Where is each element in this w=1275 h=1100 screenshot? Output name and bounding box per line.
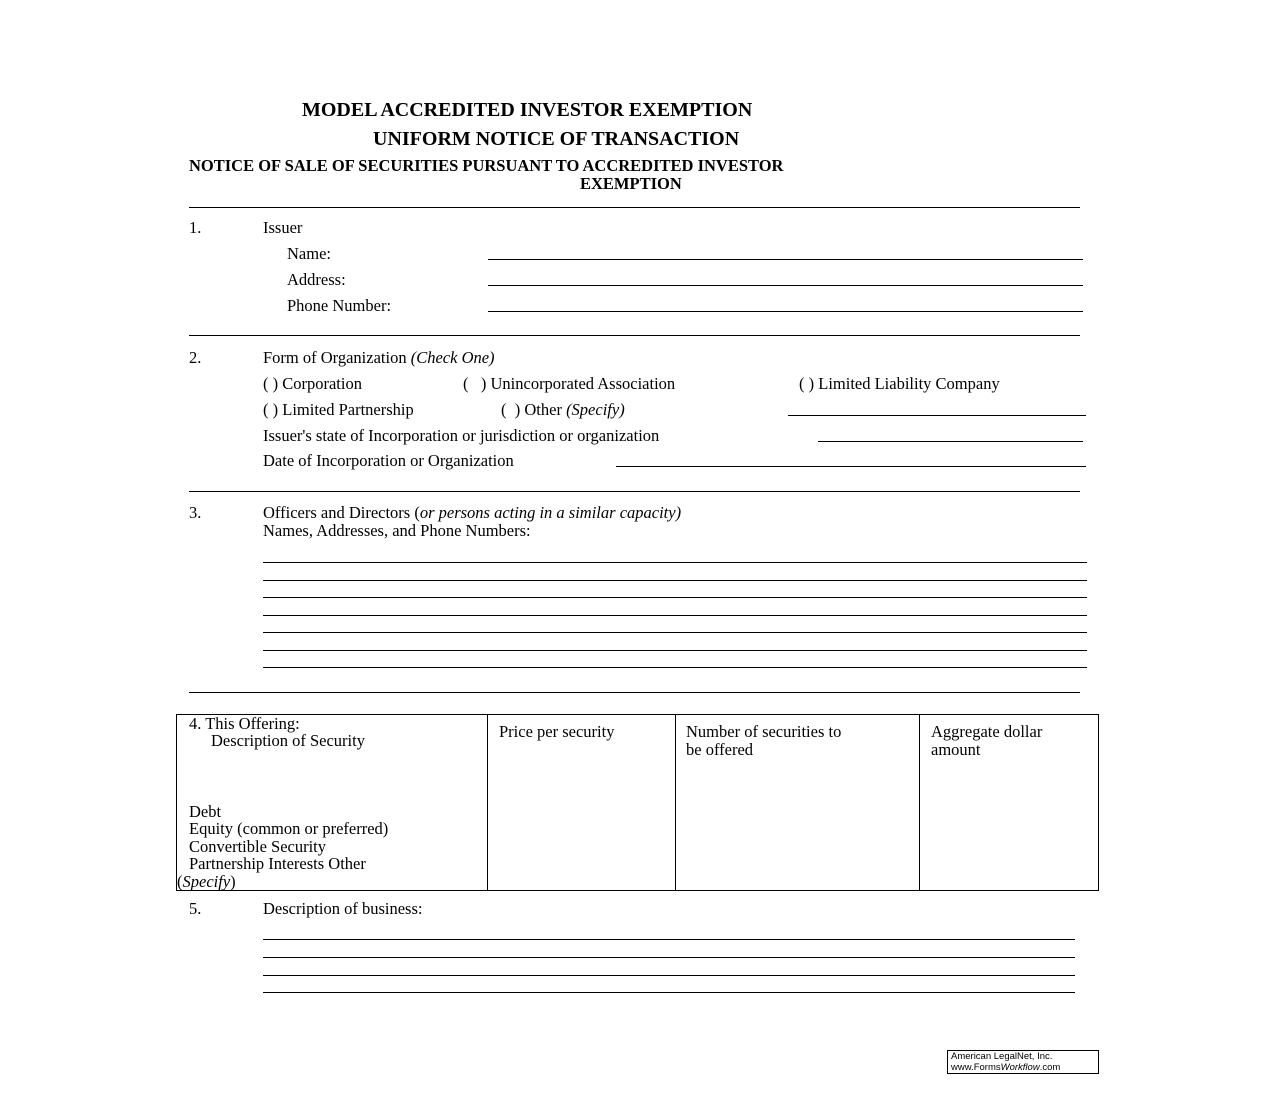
issuer-phone-label: Phone Number: <box>287 296 392 315</box>
issuer-phone-field[interactable] <box>488 311 1083 312</box>
specify-open: ( <box>177 872 183 891</box>
number-of-securities-header-line1: Number of securities to <box>686 722 842 741</box>
business-line-1[interactable] <box>263 939 1075 940</box>
section5-number: 5. <box>189 899 202 918</box>
specify-text: Specify <box>182 872 231 891</box>
security-type-debt: Debt <box>189 802 222 821</box>
option-corporation[interactable]: ( ) Corporation <box>263 374 362 393</box>
section3-divider <box>189 692 1080 693</box>
offering-table <box>176 714 1099 891</box>
section2-heading <box>263 348 495 368</box>
issuer-name-field[interactable] <box>488 259 1083 260</box>
section1-divider <box>189 335 1080 336</box>
aggregate-dollar-header-line2: amount <box>931 740 981 759</box>
business-line-4[interactable] <box>263 992 1075 993</box>
officers-line-3[interactable] <box>263 597 1087 598</box>
section5-heading: Description of business: <box>263 899 423 918</box>
business-line-2[interactable] <box>263 957 1075 958</box>
option-other-note: (Specify) <box>566 400 625 419</box>
security-type-convertible: Convertible Security <box>189 837 327 856</box>
state-of-incorporation-field[interactable] <box>818 441 1083 442</box>
section2-heading-text: Form of Organization <box>263 348 407 367</box>
option-limited-partnership[interactable]: ( ) Limited Partnership <box>263 400 414 419</box>
option-unincorporated-association[interactable]: ( ) Unincorporated Association <box>463 374 676 393</box>
number-of-securities-header-line2: be offered <box>686 740 754 759</box>
header-divider <box>189 207 1080 208</box>
security-type-specify <box>177 873 236 891</box>
specify-close: ) <box>230 872 236 891</box>
issuer-address-field[interactable] <box>488 285 1083 286</box>
section3-number: 3. <box>189 503 202 522</box>
publisher-name: American LegalNet, Inc. <box>951 1051 1053 1062</box>
date-of-incorporation-field[interactable] <box>616 466 1086 467</box>
publisher-footer <box>947 1050 1099 1074</box>
officers-line-1[interactable] <box>263 562 1087 563</box>
publisher-url-italic: Workflow <box>1000 1061 1040 1073</box>
description-of-security-cell[interactable] <box>177 715 488 891</box>
option-other[interactable] <box>501 400 625 420</box>
aggregate-dollar-amount-cell[interactable] <box>920 715 1099 891</box>
publisher-url-post: .com <box>1039 1061 1061 1073</box>
option-other-label: ( ) Other <box>501 400 562 419</box>
offering-heading: 4. This Offering: <box>189 714 300 733</box>
description-of-security-label: Description of Security <box>211 731 365 750</box>
section2-heading-note: (Check One) <box>410 348 495 367</box>
section1-heading: Issuer <box>263 218 303 237</box>
option-llc[interactable]: ( ) Limited Liability Company <box>799 374 1000 393</box>
date-of-incorporation-label: Date of Incorporation or Organization <box>263 451 514 470</box>
price-per-security-cell[interactable] <box>488 715 676 891</box>
form-title-line2: UNIFORM NOTICE OF TRANSACTION <box>373 128 740 150</box>
form-title-line1: MODEL ACCREDITED INVESTOR EXEMPTION <box>302 99 753 121</box>
security-type-partnership: Partnership Interests Other <box>189 854 366 873</box>
aggregate-dollar-header-line1: Aggregate dollar <box>931 722 1043 741</box>
publisher-url <box>951 1063 1095 1074</box>
section1-number: 1. <box>189 218 202 237</box>
other-specify-field[interactable] <box>788 415 1086 416</box>
publisher-url-pre: www.Forms <box>951 1061 1001 1073</box>
business-line-3[interactable] <box>263 975 1075 976</box>
officers-line-5[interactable] <box>263 632 1087 633</box>
section3-heading <box>263 503 681 523</box>
section2-divider <box>189 491 1080 492</box>
security-type-equity: Equity (common or preferred) <box>189 819 389 838</box>
section3-heading-note: or persons acting in a similar capacity) <box>419 503 682 522</box>
section3-heading-text: Officers and Directors ( <box>263 503 420 522</box>
section2-number: 2. <box>189 348 202 367</box>
officers-line-4[interactable] <box>263 615 1087 616</box>
officers-line-2[interactable] <box>263 580 1087 581</box>
price-per-security-header: Price per security <box>499 722 615 741</box>
form-subtitle-line1: NOTICE OF SALE OF SECURITIES PURSUANT TO ACCREDITED INVESTOR <box>189 156 784 175</box>
number-of-securities-cell[interactable] <box>676 715 920 891</box>
officers-line-6[interactable] <box>263 650 1087 651</box>
issuer-address-label: Address: <box>287 270 346 289</box>
form-subtitle-line2: EXEMPTION <box>580 174 682 193</box>
issuer-name-label: Name: <box>287 244 331 263</box>
state-of-incorporation-label: Issuer's state of Incorporation or jurisdiction or organization <box>263 426 660 445</box>
officers-line-7[interactable] <box>263 667 1087 668</box>
section3-subheading: Names, Addresses, and Phone Numbers: <box>263 521 531 540</box>
